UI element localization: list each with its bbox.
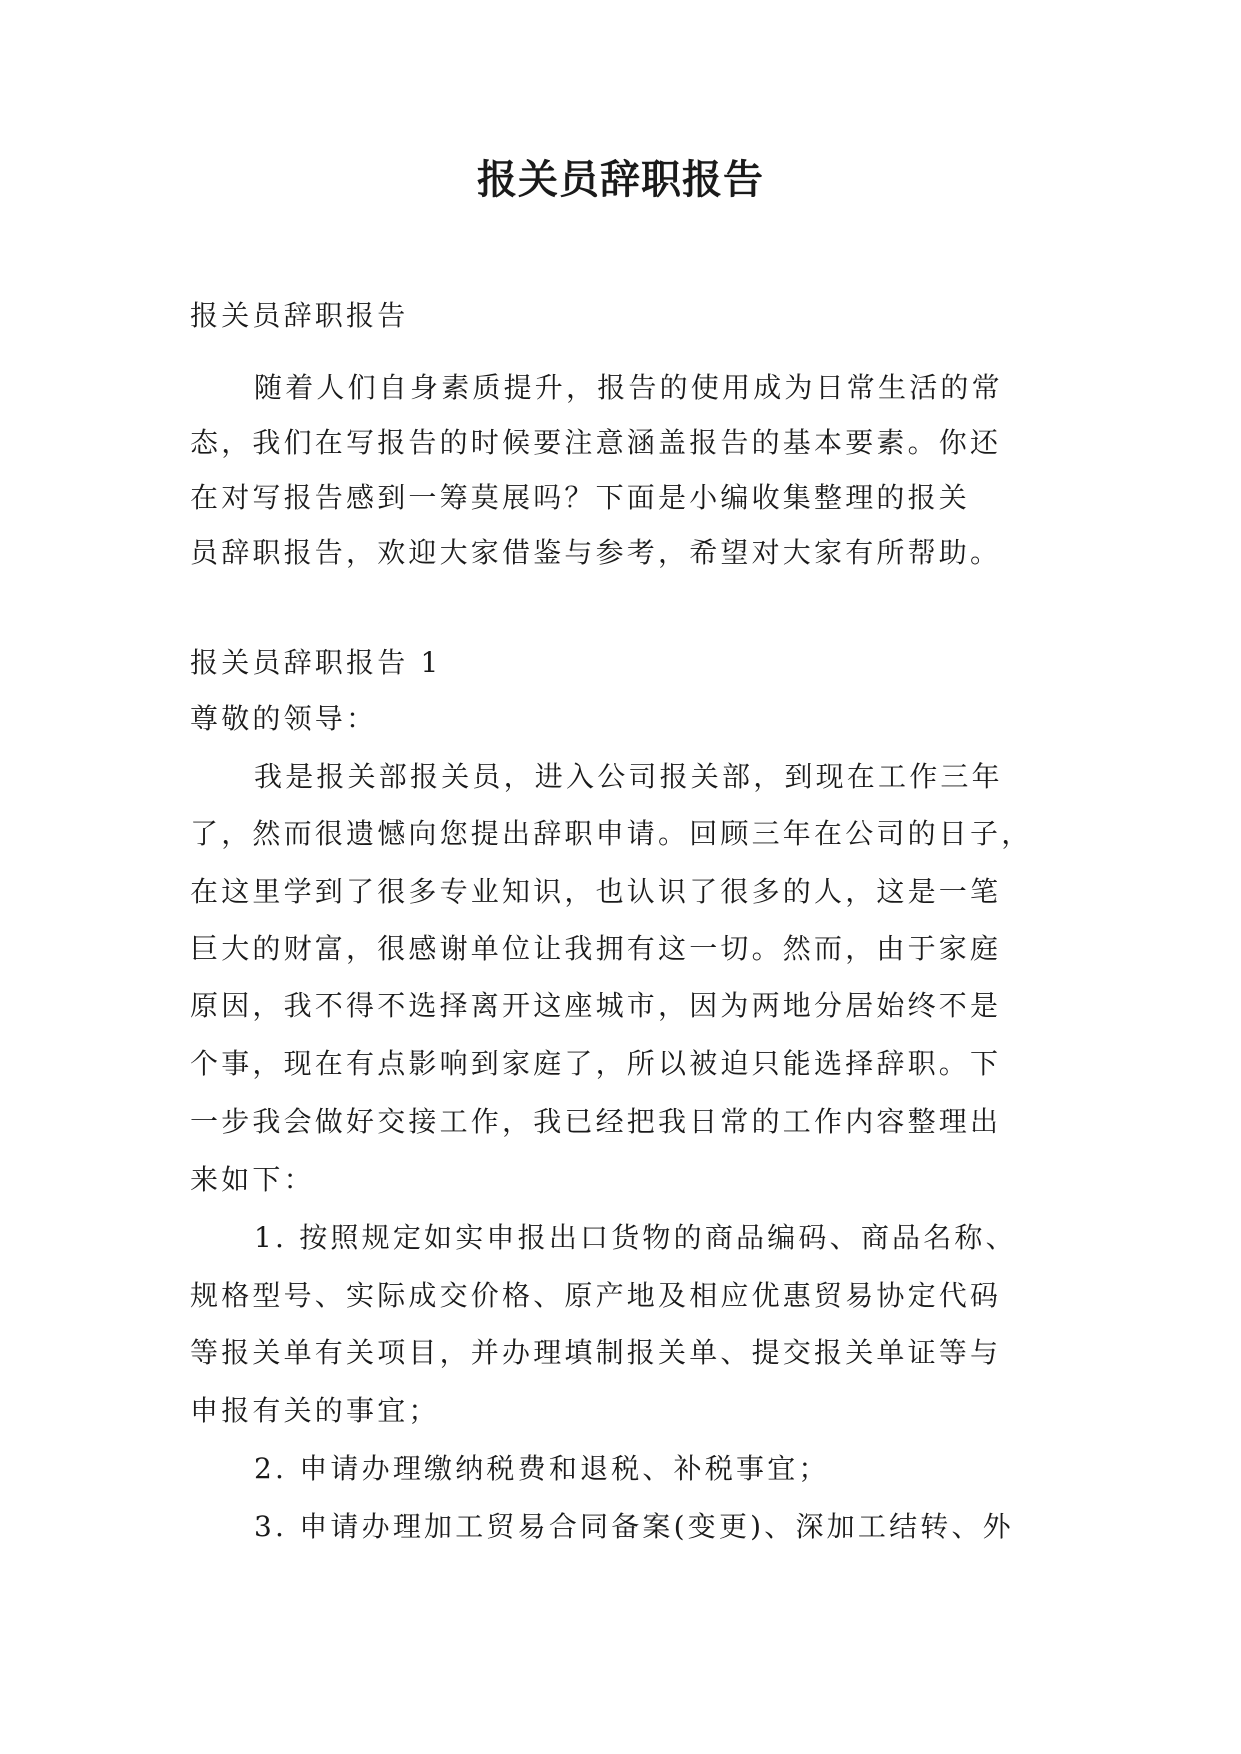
section-heading: 报关员辞职报告 1: [190, 646, 442, 679]
document-title: 报关员辞职报告: [477, 156, 764, 203]
list-item-line: 申报有关的事宜；: [190, 1394, 440, 1427]
intro-paragraph-line: 员辞职报告，欢迎大家借鉴与参考，希望对大家有所帮助。: [190, 536, 1002, 569]
body-paragraph-line: 巨大的财富，很感谢单位让我拥有这一切。然而，由于家庭: [190, 932, 1002, 965]
body-paragraph-line: 我是报关部报关员，进入公司报关部，到现在工作三年: [254, 760, 1003, 793]
body-paragraph-line: 原因，我不得不选择离开这座城市，因为两地分居始终不是: [190, 989, 1002, 1022]
doc-subtitle: 报关员辞职报告: [190, 299, 409, 332]
list-item-line: 等报关单有关项目，并办理填制报关单、提交报关单证等与: [190, 1336, 1002, 1369]
list-item-line: 2. 申请办理缴纳税费和退税、补税事宜；: [254, 1452, 830, 1485]
intro-paragraph-line: 随着人们自身素质提升，报告的使用成为日常生活的常: [254, 371, 1003, 404]
list-item-line: 3. 申请办理加工贸易合同备案(变更)、深加工结转、外: [254, 1510, 1014, 1543]
intro-paragraph-line: 在对写报告感到一筹莫展吗？下面是小编收集整理的报关: [190, 481, 971, 514]
list-item-line: 1. 按照规定如实申报出口货物的商品编码、商品名称、: [254, 1221, 1017, 1254]
intro-paragraph-line: 态，我们在写报告的时候要注意涵盖报告的基本要素。你还: [190, 426, 1002, 459]
salutation: 尊敬的领导：: [190, 702, 378, 735]
body-paragraph-line: 来如下：: [190, 1163, 315, 1196]
body-paragraph-line: 在这里学到了很多专业知识，也认识了很多的人，这是一笔: [190, 875, 1002, 908]
body-paragraph-line: 个事，现在有点影响到家庭了，所以被迫只能选择辞职。下: [190, 1047, 1002, 1080]
body-paragraph-line: 一步我会做好交接工作，我已经把我日常的工作内容整理出: [190, 1105, 1002, 1138]
list-item-line: 规格型号、实际成交价格、原产地及相应优惠贸易协定代码: [190, 1279, 1002, 1312]
body-paragraph-line: 了，然而很遗憾向您提出辞职申请。回顾三年在公司的日子，: [190, 817, 1033, 850]
